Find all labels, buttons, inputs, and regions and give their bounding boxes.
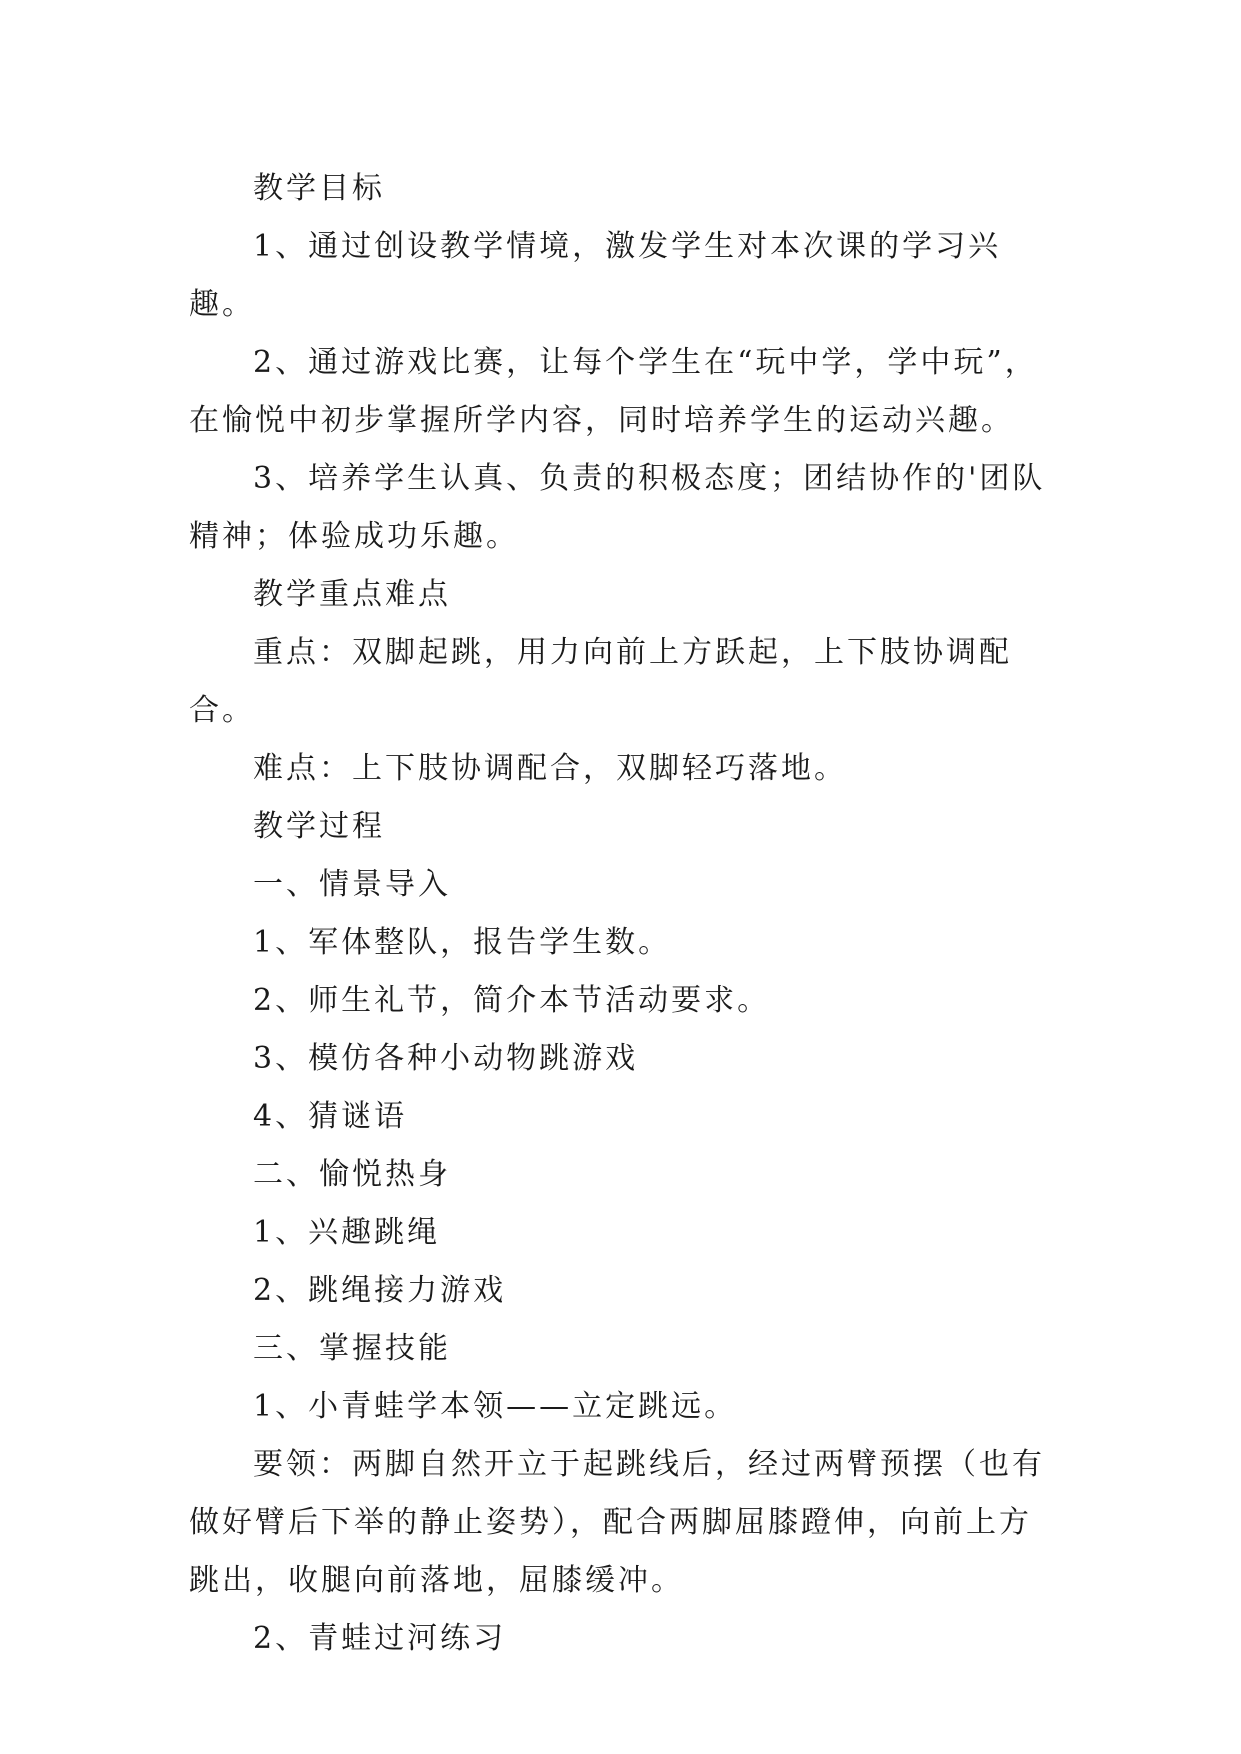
heading-teaching-process: 教学过程 bbox=[253, 809, 385, 844]
section-3-item-1: 1、小青蛙学本领——立定跳远。 bbox=[253, 1389, 738, 1424]
heading-teaching-goals: 教学目标 bbox=[253, 171, 385, 206]
section-2-item-2: 2、跳绳接力游戏 bbox=[253, 1273, 507, 1308]
section-3-item-2: 2、青蛙过河练习 bbox=[253, 1621, 507, 1656]
section-1-item-2: 2、师生礼节，简介本节活动要求。 bbox=[253, 983, 771, 1018]
section-1-item-1: 1、军体整队，报告学生数。 bbox=[253, 925, 672, 960]
heading-key-difficult-points: 教学重点难点 bbox=[253, 577, 451, 612]
difficult-point: 难点：上下肢协调配合，双脚轻巧落地。 bbox=[253, 751, 847, 786]
section-1-heading: 一、情景导入 bbox=[253, 867, 451, 902]
section-1-item-3: 3、模仿各种小动物跳游戏 bbox=[253, 1041, 639, 1076]
section-3-heading: 三、掌握技能 bbox=[253, 1331, 451, 1366]
document-body bbox=[189, 160, 1059, 1668]
goal-item-2: 2、通过游戏比赛，让每个学生在“玩中学，学中玩”，在愉悦中初步掌握所学内容，同时培养学生的运动兴趣。 bbox=[189, 345, 1038, 438]
section-1-item-4: 4、猜谜语 bbox=[253, 1099, 408, 1134]
goal-item-1: 1、通过创设教学情境，激发学生对本次课的学习兴趣。 bbox=[189, 229, 1002, 322]
goal-item-3: 3、培养学生认真、负责的积极态度；团结协作的'团队精神；体验成功乐趣。 bbox=[189, 461, 1046, 554]
section-2-item-1: 1、兴趣跳绳 bbox=[253, 1215, 441, 1250]
key-point: 重点：双脚起跳，用力向前上方跃起，上下肢协调配合。 bbox=[189, 635, 1012, 728]
section-2-heading: 二、愉悦热身 bbox=[253, 1157, 451, 1192]
section-3-essentials: 要领：两脚自然开立于起跳线后，经过两臂预摆（也有做好臂后下举的静止姿势），配合两脚屈膝蹬伸，向前上方跳出，收腿向前落地，屈膝缓冲。 bbox=[189, 1447, 1045, 1598]
